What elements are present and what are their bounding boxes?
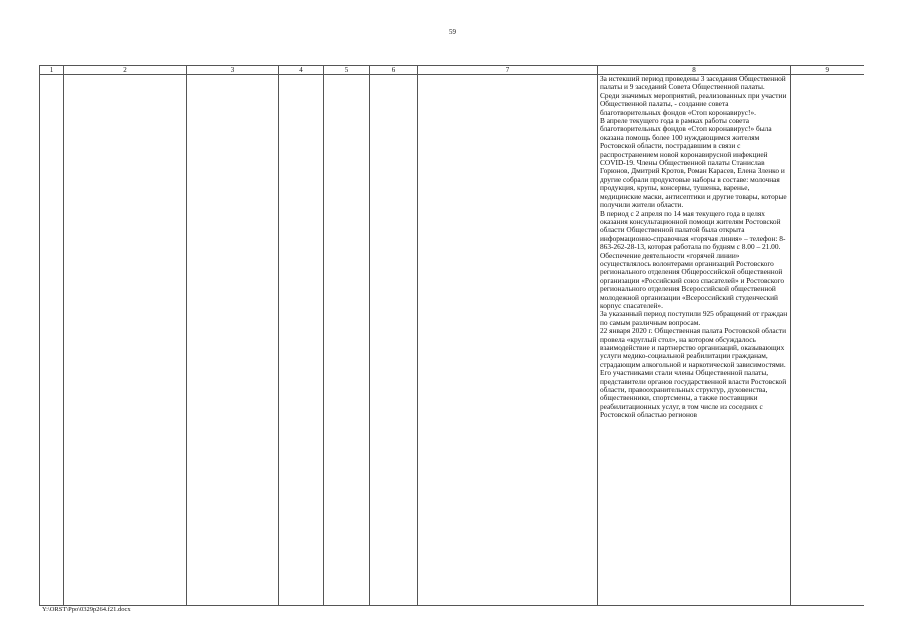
table-cell-col8 bbox=[598, 75, 791, 606]
table-cell bbox=[418, 75, 598, 606]
table-row bbox=[40, 75, 864, 606]
table-cell bbox=[187, 75, 279, 606]
document-table bbox=[39, 65, 864, 606]
footer-file-path: Y:\ORST\Ppo\0329p264.f21.docx bbox=[42, 606, 131, 613]
paragraph: Среди значимых мероприятий, реализованных при участии Общественной палаты, - создание совета благотворительных фондов «Стоп коронавирус!». bbox=[600, 90, 787, 117]
column-number-2: 2 bbox=[64, 66, 187, 75]
table-cell bbox=[791, 75, 864, 606]
column-number-row bbox=[40, 66, 864, 75]
paragraph: За указанный период поступили 925 обращений от граждан по самым различным вопросам. bbox=[600, 309, 788, 327]
column-number-7: 7 bbox=[418, 66, 598, 75]
paragraph: В период с 2 апреля по 14 мая текущего года в целях оказания консультационной помощи жителям Ростовской области Общественной палатой была открыта информационно-справочная «горячая линия» – телефон: 8-863-262-28-13, которая работала по будням с 8.00 – 21.00. bbox=[600, 208, 786, 252]
column-number-6: 6 bbox=[370, 66, 418, 75]
column-number-8: 8 bbox=[598, 66, 791, 75]
table-cell bbox=[370, 75, 418, 606]
col8-content bbox=[598, 75, 790, 420]
table-cell bbox=[64, 75, 187, 606]
column-number-9: 9 bbox=[791, 66, 864, 75]
paragraph: Обеспечение деятельности «горячей линии» осуществлялось волонтерами организаций Ростовского регионального отделения Общероссийской общественной организации «Российский союз спасателей» и Ростовского регионального отделения Всероссийской общественной молодежной организации «Всероссийский студенческий корпус спасателей». bbox=[600, 250, 785, 310]
paragraph: 22 января 2020 г. Общественная палата Ростовской области провела «круглый стол», на котором обсуждалось взаимодействие и партнерство организаций, оказывающих услуги медико-социальной реабилитации гражданам, страдающим алкогольной и наркотической зависимостями. Его участниками стали члены Общественной палаты, представители органов государственной власти Ростовской области, правоохранительных структур, духовенства, общественники, спортсмены, а также поставщики реабилитационных услуг, в том числе из соседних с Ростовской областью регионов bbox=[600, 326, 787, 420]
column-number-4: 4 bbox=[279, 66, 324, 75]
paragraph: В апреле текущего года в рамках работы совета благотворительных фондов «Стоп коронавирус!» была оказана помощь более 100 нуждающимся жителям Ростовской области, пострадавшим в связи с распространением новой коронавирусной инфекцией COVID-19. Члены Общественной палаты Станислав Горюнов, Дмитрий Кротов, Роман Карасев, Елена Зленко и другие собрали продуктовые наборы в составе: молочная продукция, крупы, консервы, тушенка, варенье, медицинские маски, антисептики и другие товары, которые получили жители области. bbox=[600, 116, 787, 210]
table-cell bbox=[324, 75, 370, 606]
table-cell bbox=[40, 75, 64, 606]
column-number-3: 3 bbox=[187, 66, 279, 75]
column-number-1: 1 bbox=[40, 66, 64, 75]
table-cell bbox=[279, 75, 324, 606]
column-number-5: 5 bbox=[324, 66, 370, 75]
page-number: 59 bbox=[449, 28, 456, 36]
paragraph: За истекший период проведены 3 заседания Общественной палаты и 9 заседаний Совета Общественной палаты. bbox=[600, 75, 786, 92]
